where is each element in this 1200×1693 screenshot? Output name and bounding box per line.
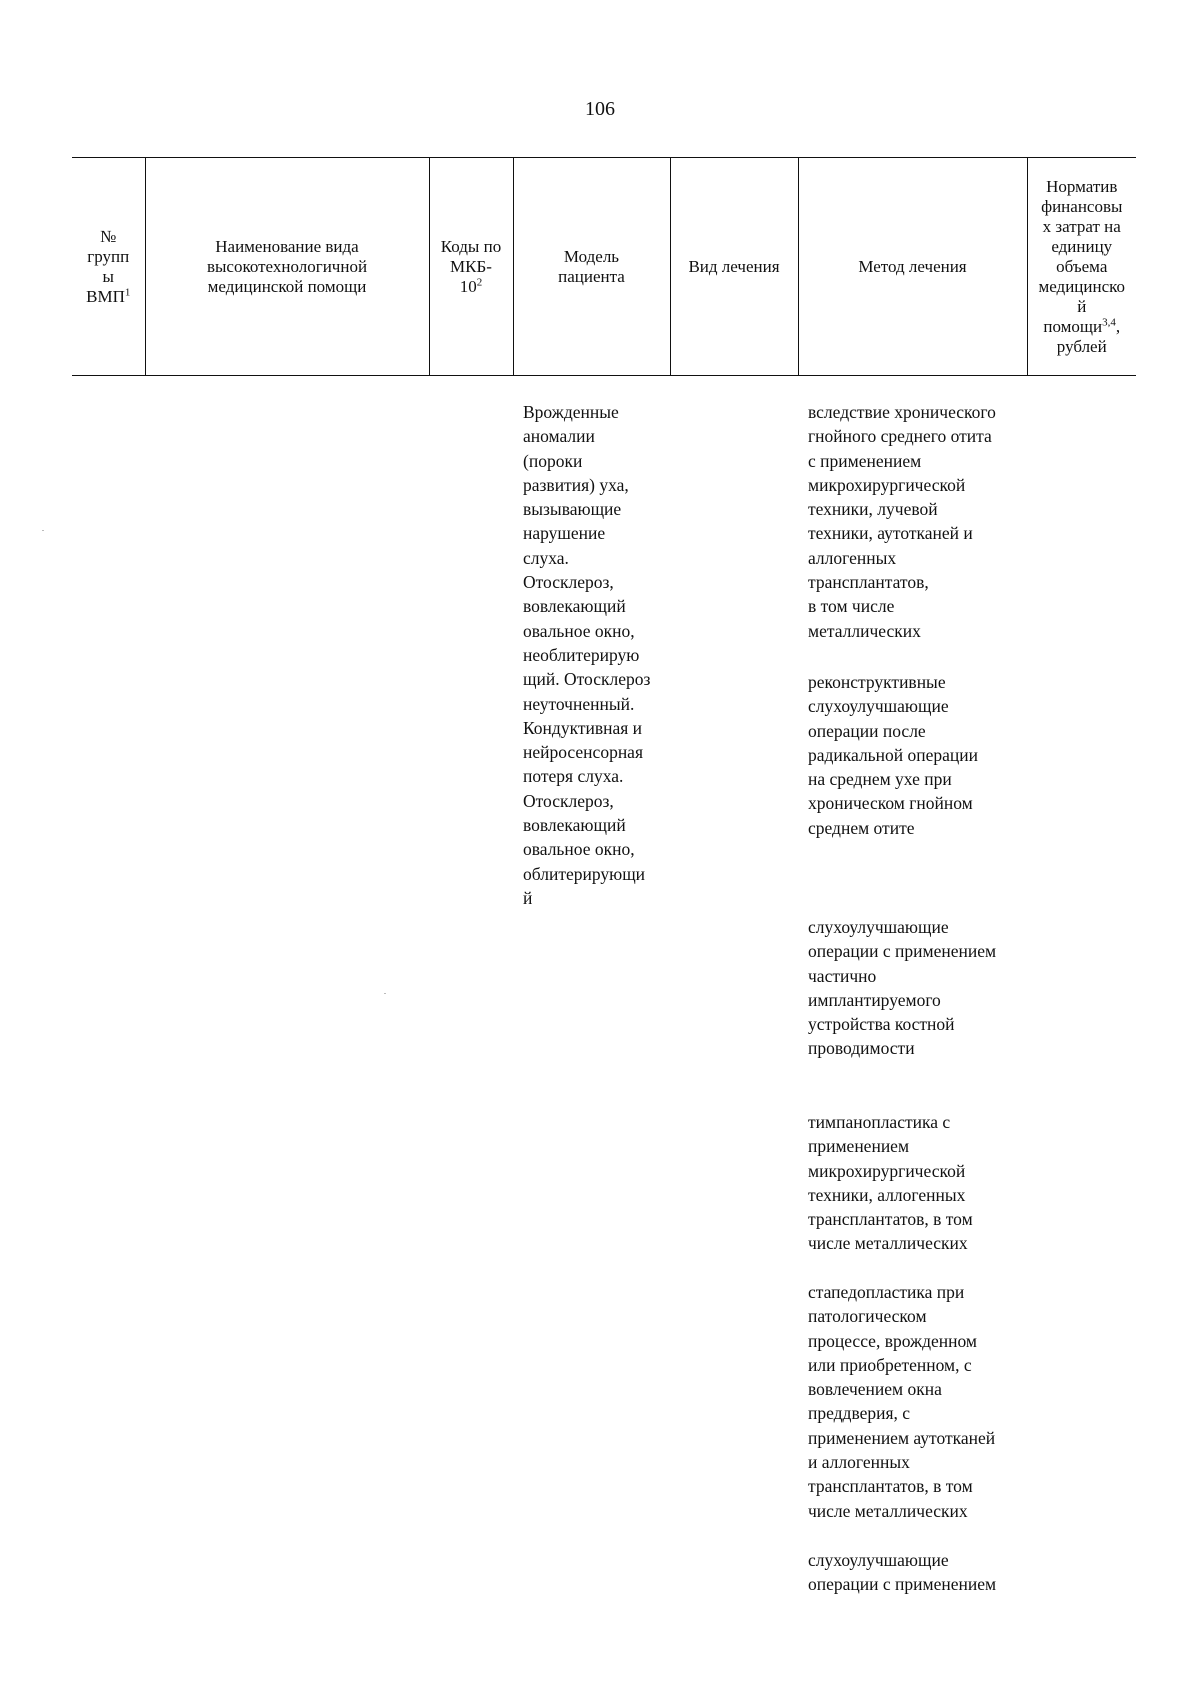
header-cost-line: медицинско: [1038, 276, 1126, 296]
method-item: слухоулучшающие операции с применением: [808, 1550, 997, 1595]
header-icd-line: Коды по: [440, 236, 502, 256]
header-icd-codes: [429, 158, 513, 376]
header-group-number: [72, 158, 145, 376]
table-header: [72, 157, 1136, 376]
header-care-line: высокотехнологичной: [206, 256, 368, 276]
method-item: вследствие хронического гнойного среднего отита с применением микрохирургической техники, лучевой техники, аутотканей и аллогенных трансплантатов, в том числе металлических: [808, 402, 996, 641]
header-treatment-method: Метод лечения: [798, 158, 1027, 376]
header-treatment-type: Вид лечения: [670, 158, 798, 376]
method-item: стапедопластика при патологическом процессе, врожденном или приобретенном, с вовлечением окна преддверия, с применением аутотканей и аллогенных трансплантатов, в том числе металлических: [808, 1282, 996, 1521]
header-group-line: №: [100, 226, 117, 246]
header-care-line: медицинской помощи: [207, 276, 367, 296]
footnote-ref: 1: [124, 285, 131, 298]
method-item: реконструктивные слухоулучшающие операции после радикальной операции на среднем ухе при хроническом гнойном среднем отите: [808, 672, 979, 838]
header-patient-line: пациента: [558, 266, 625, 286]
patient-model-text: Врожденные аномалии (пороки развития) уха, вызывающие нарушение слуха. Отосклероз, вовлекающий овальное окно, необлитерирую щий. Отосклероз неуточненный. Кондуктивная и нейросенсорная потеря слуха. Отосклероз, вовлекающий овальное окно, облитерирующи й: [523, 402, 651, 908]
header-cost-line: единицу: [1051, 236, 1113, 256]
header-care-type: [145, 158, 429, 376]
scan-speck: [42, 530, 44, 531]
header-icd-line: МКБ-: [450, 256, 492, 276]
header-cost-line: й: [1077, 296, 1087, 316]
header-cost-comma: ,: [1115, 316, 1121, 336]
method-item: слухоулучшающие операции с применением частично имплантируемого устройства костной проводимости: [808, 917, 997, 1059]
scan-speck: [384, 993, 386, 994]
header-cost-line: рублей: [1056, 336, 1107, 356]
page-number: 106: [585, 98, 615, 120]
header-patient-line: Модель: [563, 246, 620, 266]
header-cost-line: финансовы: [1041, 196, 1123, 216]
header-group-line: ВМП: [86, 286, 125, 306]
header-cost-standard: [1027, 158, 1136, 376]
method-item: тимпанопластика с применением микрохирургической техники, аллогенных трансплантатов, в том числе металлических: [808, 1112, 973, 1254]
header-cost-line: х затрат на: [1042, 216, 1121, 236]
header-cost-line: Норматив: [1046, 176, 1118, 196]
header-patient-model: [513, 158, 670, 376]
header-care-line: Наименование вида: [215, 236, 359, 256]
footnote-ref: 3,4: [1102, 315, 1116, 328]
header-group-line: групп: [87, 246, 130, 266]
header-icd-line: 10: [459, 276, 477, 296]
header-cost-line: помощи: [1043, 316, 1103, 336]
header-group-line: ы: [102, 266, 114, 286]
header-cost-line: объема: [1056, 256, 1108, 276]
footnote-ref: 2: [476, 275, 483, 288]
